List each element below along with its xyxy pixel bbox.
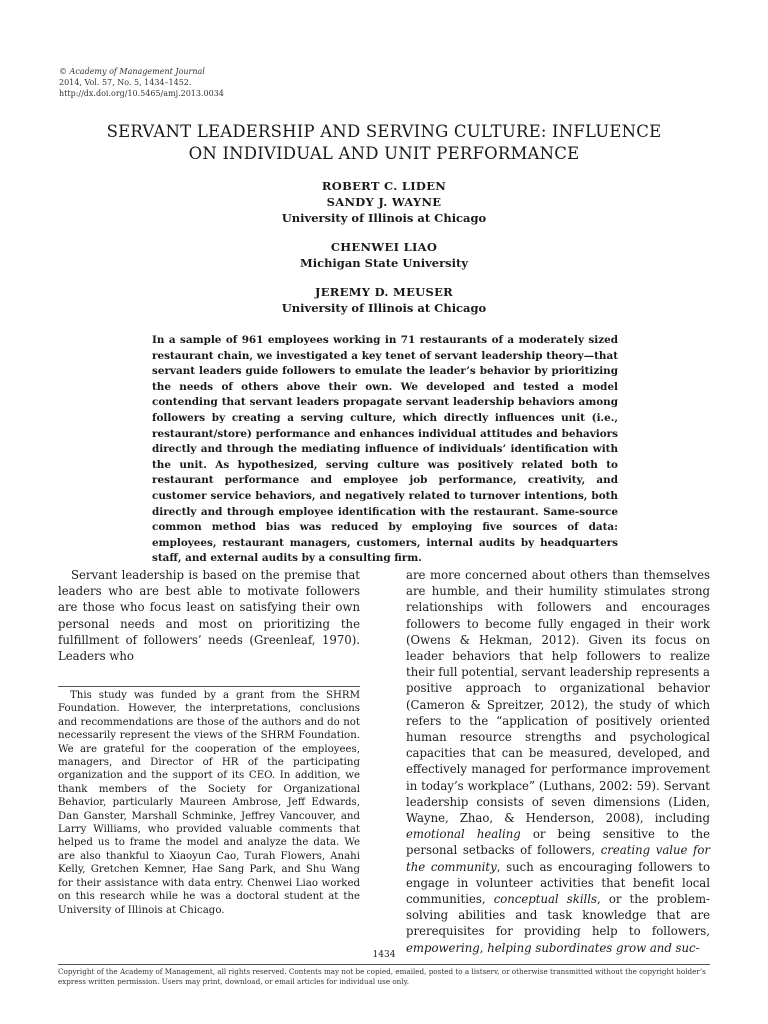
author-group	[0, 178, 768, 226]
emphasis-term: helping subordinates grow and suc-	[487, 940, 700, 955]
acknowledgment-footnote: This study was funded by a grant from the SHRM Foundation. However, the interpretations, conclusions and recommendations are those of the authors and do not necessarily represent the views of the SHRM Foundation. We are grateful for the cooperation of the employees, managers, and Director of HR of the participating organization and the support of its CEO. In addition, we thank members of the Society for Organizational Behavior, particularly Maureen Ambrose, Jeff Edwards, Dan Ganster, Marshall Schminke, Jeffrey Vancouver, and Larry Williams, who provided valuable comments that helped us to frame the model and analyze the data. We are also thankful to Xiaoyun Cao, Turah Flowers, Anahi Kelly, Gretchen Kemner, Hae Sang Park, and Shu Wang for their assistance with data entry. Chenwei Liao worked on this research while he was a doctoral student at the University of Illinois at Chicago.	[58, 690, 360, 916]
author-list	[0, 178, 768, 329]
body-text: ,	[479, 940, 488, 955]
article-title-line: SERVANT LEADERSHIP AND SERVING CULTURE: INFLUENCE	[106, 122, 662, 141]
copyright-notice: Copyright of the Academy of Management, all rights reserved. Contents may not be copied, emailed, posted to a listserv, or otherwise transmitted without the copyright holder’s express written permission. Users may print, download, or email articles for individual use only.	[58, 967, 706, 986]
emphasis-term: creating value for the community	[406, 843, 710, 874]
body-left-column: Servant leadership is based on the premise that leaders who are best able to motivate followers are those who focus least on satisfying their own personal needs and most on prioritizing the fulfillment of followers’ needs (Greenleaf, 1970). Leaders who	[58, 568, 360, 664]
body-text: or being sensitive to the personal setbacks of followers,	[406, 827, 710, 858]
article-title	[60, 121, 708, 165]
journal-volume: 2014, Vol. 57, No. 5, 1434–1452.	[59, 78, 192, 87]
journal-name: © Academy of Management Journal	[59, 67, 205, 76]
body-right-column	[406, 567, 710, 956]
author-name: ROBERT C. LIDEN	[321, 179, 447, 193]
page-number: 1434	[372, 950, 396, 960]
author-group	[0, 239, 768, 271]
body-text: , such as encouraging followers to engage in volunteer activities that benefit local communities,	[406, 859, 710, 907]
footnote-divider	[58, 686, 360, 687]
author-affiliation: Michigan State University	[299, 256, 469, 270]
emphasis-term: emotional healing	[406, 827, 521, 842]
emphasis-term: empowering	[406, 940, 480, 955]
emphasis-term: conceptual skills	[493, 892, 598, 907]
body-text: , or the problem-solving abilities and task knowledge that are prerequisites for providing help to followers,	[406, 892, 710, 939]
journal-citation	[59, 66, 224, 99]
article-title-line: ON INDIVIDUAL AND UNIT PERFORMANCE	[188, 144, 580, 163]
author-group	[0, 284, 768, 316]
author-name: CHENWEI LIAO	[330, 240, 438, 254]
author-affiliation: University of Illinois at Chicago	[281, 211, 487, 225]
body-text: are more concerned about others than themselves are humble, and their humility stimulates strong relationships with followers and encourages followers to become fully engaged in their work (Owens & Hekman, 2012). Given its focus on leader behaviors that help followers to realize their full potential, servant leadership represents a positive approach to organizational behavior (Cameron & Spreitzer, 2012), the study of which refers to the “application of positively oriented human resource strengths and psychological capacities that can be measured, developed, and effectively managed for performance improvement in today’s workplace” (Luthans, 2002: 59). Servant leadership consists of seven dimensions (Liden, Wayne, Zhao, & Henderson, 2008), including	[406, 568, 710, 826]
author-name: SANDY J. WAYNE	[326, 195, 442, 209]
journal-doi[interactable]: http://dx.doi.org/10.5465/amj.2013.0034	[59, 89, 224, 98]
author-name: JEREMY D. MEUSER	[315, 285, 453, 299]
copyright-divider	[58, 964, 710, 965]
author-affiliation: University of Illinois at Chicago	[281, 301, 487, 315]
abstract: In a sample of 961 employees working in 71 restaurants of a moderately sized restaurant chain, we investigated a key tenet of servant leadership theory—that servant leaders guide followers to emulate the leader’s behavior by prioritizing the needs of others above their own. We developed and tested a model contending that servant leaders propagate servant leadership behaviors among followers by creating a serving culture, which directly influences unit (i.e., restaurant/store) performance and enhances individual attitudes and behaviors directly and through the mediating influence of individuals’ identification with the unit. As hypothesized, serving culture was positively related both to restaurant performance and employee job performance, creativity, and customer service behaviors, and negatively related to turnover intentions, both directly and through employee identification with the restaurant. Same-source common method bias was reduced by employing five sources of data: employees, restaurant managers, customers, internal audits by headquarters staff, and external audits by a consulting firm.	[152, 334, 618, 565]
